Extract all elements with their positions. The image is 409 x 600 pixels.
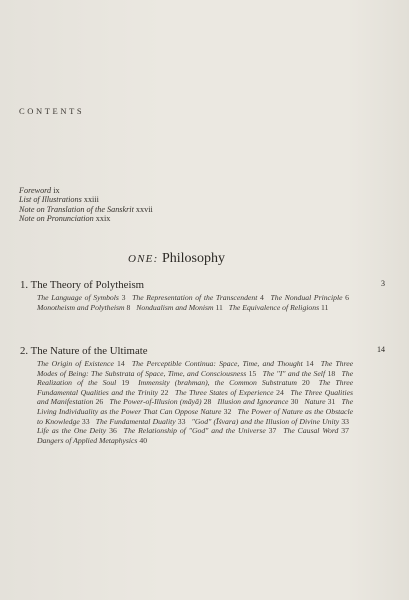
topic-page: 20 — [302, 378, 310, 388]
topic-page: 36 — [109, 426, 117, 436]
contents-heading: CONTENTS — [19, 106, 85, 116]
topic-entry — [136, 303, 227, 312]
front-matter-item — [19, 195, 153, 204]
part-ordinal: ONE: — [128, 253, 159, 265]
part-title: Philosophy — [161, 251, 225, 266]
topic-entry — [229, 303, 333, 312]
topic-entry — [124, 426, 281, 435]
topic-title: The Origin of Existence — [37, 359, 114, 368]
topic-title: The Living Individuality as the Power That Can Oppose Nature — [37, 397, 354, 416]
chapter-topics — [37, 359, 353, 445]
topic-title: The Language of Symbols — [37, 293, 119, 302]
topic-page: 33 — [81, 416, 90, 426]
topic-entry — [132, 359, 318, 368]
topic-title: The Perceptible Continua: Space, Time, and Thought — [131, 359, 303, 368]
topic-page: 37 — [341, 426, 349, 436]
topic-page: 14 — [117, 359, 125, 368]
chapter-title: 1. The Theory of Polytheism — [20, 279, 145, 291]
chapter-page-number: 3 — [381, 279, 385, 288]
topic-entry — [263, 369, 340, 378]
topic-entry — [109, 397, 215, 406]
topic-title: Monotheism and Polytheism — [37, 302, 125, 312]
topic-title: The Three States of Experience — [174, 387, 274, 397]
front-matter-title: Note on Translation of the Sanskrit — [19, 204, 134, 214]
front-matter-title: List of Illustrations — [19, 195, 82, 205]
topic-page: 37 — [268, 426, 277, 436]
front-matter-page: xxvii — [135, 204, 153, 214]
front-matter-item — [19, 214, 153, 223]
chapter-2 — [20, 345, 385, 445]
topic-title: Nondualism and Monism — [136, 302, 214, 312]
topic-page: 26 — [95, 397, 104, 407]
topic-entry — [96, 417, 190, 426]
topic-entry — [175, 388, 288, 397]
front-matter-title: Foreword — [19, 186, 52, 195]
topic-page: 8 — [126, 302, 131, 312]
topic-entry — [132, 293, 268, 302]
topic-page: 14 — [305, 359, 314, 368]
topic-title: Life as the One Deity — [37, 426, 107, 436]
topic-page: 22 — [160, 387, 169, 397]
topic-page: 19 — [121, 378, 130, 388]
front-matter-page: ix — [53, 186, 60, 195]
topic-title: The Three Fundamental Qualities and the Trinity — [37, 378, 354, 397]
topic-page: 31 — [327, 397, 336, 407]
topic-title: The Realization of the Soul — [37, 368, 354, 388]
topic-title: The Power-of-Illusion (māyā) — [109, 397, 202, 407]
chapter-topics — [37, 293, 353, 312]
chapter-title: 2. The Nature of the Ultimate — [20, 345, 148, 357]
topic-title: The Representation of the Transcendent — [132, 293, 258, 302]
front-matter-item — [19, 205, 153, 214]
topic-page: 30 — [290, 397, 299, 407]
chapter-1 — [20, 279, 385, 312]
topic-title: The Fundamental Duality — [95, 416, 176, 426]
chapter-page-number: 14 — [377, 345, 385, 354]
topic-page: 6 — [345, 293, 350, 302]
topic-page: 15 — [248, 368, 257, 378]
topic-entry — [37, 303, 134, 312]
topic-title: "God" (Īśvara) and the Illusion of Divine Unity — [191, 416, 340, 426]
topic-title: The Causal Word — [283, 426, 339, 436]
topic-entry — [271, 293, 353, 302]
topic-entry — [37, 293, 129, 302]
topic-title: Dangers of Applied Metaphysics — [37, 435, 138, 445]
topic-entry — [283, 426, 353, 435]
topic-entry — [304, 397, 339, 406]
topic-page: 40 — [139, 435, 148, 445]
part-heading — [128, 251, 225, 267]
topic-title: Immensity (brahman), the Common Substratum — [138, 378, 297, 388]
topic-page: 32 — [223, 406, 232, 416]
topic-title: Illusion and Ignorance — [217, 397, 289, 407]
topic-title: Nature — [304, 397, 326, 407]
topic-page: 28 — [203, 397, 212, 407]
topic-title: The Power of Nature as the Obstacle to Knowledge — [37, 406, 354, 426]
topic-page: 33 — [177, 416, 186, 426]
topic-entry — [37, 359, 129, 368]
topic-title: The "I" and the Self — [262, 368, 326, 378]
topic-entry — [218, 397, 303, 406]
topic-title: The Relationship of "God" and the Universe — [123, 426, 266, 436]
topic-page: 33 — [341, 416, 349, 426]
topic-title: The Three Modes of Being: The Substrata of Space, Time, and Consciousness — [37, 359, 354, 378]
topic-page: 24 — [276, 387, 284, 397]
front-matter-item — [19, 186, 153, 195]
topic-entry — [192, 417, 353, 426]
topic-entry — [37, 426, 121, 435]
topic-page: 18 — [327, 368, 336, 378]
front-matter-page: xxix — [95, 214, 111, 224]
topic-entry — [37, 436, 151, 445]
topic-title: The Nondual Principle — [270, 293, 343, 302]
topic-title: The Three Qualities and Manifestation — [37, 387, 353, 407]
topic-page: 3 — [121, 293, 126, 302]
front-matter-page: xxiii — [83, 195, 99, 205]
topic-title: The Equivalence of Religions — [228, 302, 320, 312]
topic-entry — [138, 378, 314, 387]
topic-page: 11 — [321, 302, 329, 312]
front-matter-list — [19, 186, 153, 224]
topic-page: 4 — [260, 293, 264, 302]
topic-page: 11 — [215, 302, 223, 312]
front-matter-title: Note on Pronunciation — [19, 214, 94, 224]
